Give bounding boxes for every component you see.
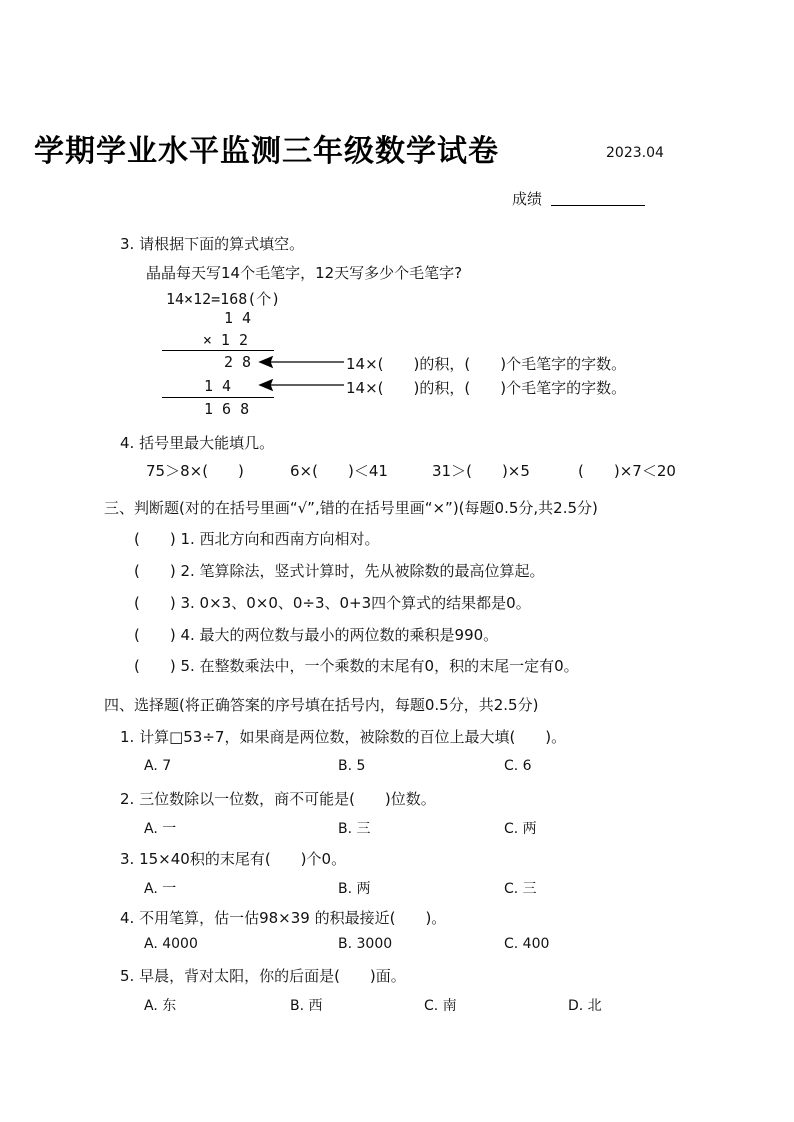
mc-q5-option-c[interactable]: C. 南 <box>424 998 457 1014</box>
arrow-2 <box>260 380 344 390</box>
mc-q1-option-c[interactable]: C. 6 <box>504 758 532 774</box>
calc-result: 1 6 8 <box>204 400 250 418</box>
section4-heading: 四、选择题(将正确答案的序号填在括号内，每题0.5分，共2.5分) <box>104 696 539 714</box>
q4-item-2[interactable]: 6×( )＜41 <box>290 462 388 480</box>
section3-heading: 三、判断题(对的在括号里画“√”,错的在括号里画“×”)(每题0.5分,共2.5分) <box>104 499 598 517</box>
q4-prompt: 4. 括号里最大能填几。 <box>120 434 275 452</box>
mc-q3-option-c[interactable]: C. 三 <box>504 881 537 897</box>
mc-q2-option-b[interactable]: B. 三 <box>338 821 371 837</box>
q3-blank-1[interactable]: 14×( )的积，( )个毛笔字的字数。 <box>346 355 627 373</box>
mc-q4-option-a[interactable]: A. 4000 <box>144 936 198 952</box>
q3-blank-2[interactable]: 14×( )的积，( )个毛笔字的字数。 <box>346 379 627 397</box>
mc-q4-option-b[interactable]: B. 3000 <box>338 936 393 952</box>
q4-item-1[interactable]: 75＞8×( ) <box>146 462 244 480</box>
tf-item-4[interactable]: ( ) 4. 最大的两位数与最小的两位数的乘积是990。 <box>134 626 499 644</box>
mc-question-4[interactable]: 4. 不用笔算，估一估98×39 的积最接近( )。 <box>120 909 447 927</box>
calc-multiplicand: 1 4 <box>224 309 252 327</box>
q4-item-3[interactable]: 31＞( )×5 <box>432 462 530 480</box>
mc-q3-option-b[interactable]: B. 两 <box>338 881 371 897</box>
q3-story: 晶晶每天写14个毛笔字，12天写多少个毛笔字? <box>146 264 463 282</box>
score-label: 成绩 <box>512 190 543 208</box>
mc-q5-option-b[interactable]: B. 西 <box>290 998 323 1014</box>
mc-question-5[interactable]: 5. 早晨，背对太阳，你的后面是( )面。 <box>120 967 406 985</box>
tf-item-1[interactable]: ( ) 1. 西北方向和西南方向相对。 <box>134 530 380 548</box>
tf-item-5[interactable]: ( ) 5. 在整数乘法中，一个乘数的末尾有0，积的末尾一定有0。 <box>134 657 579 675</box>
tf-item-3[interactable]: ( ) 3. 0×3、0×0、0÷3、0+3四个算式的结果都是0。 <box>134 594 531 612</box>
mc-q2-option-c[interactable]: C. 两 <box>504 821 537 837</box>
tf-item-2[interactable]: ( ) 2. 笔算除法，竖式计算时，先从被除数的最高位算起。 <box>134 562 545 580</box>
mc-q5-option-d[interactable]: D. 北 <box>568 998 602 1014</box>
q4-item-4[interactable]: ( )×7＜20 <box>578 462 676 480</box>
arrow-1 <box>260 357 344 367</box>
calc-multiplier: × 1 2 <box>202 331 248 349</box>
mc-q3-option-a[interactable]: A. 一 <box>144 881 177 897</box>
mc-q4-option-c[interactable]: C. 400 <box>504 936 550 952</box>
calc-partial-1: 2 8 <box>224 353 252 371</box>
q3-equation: 14×12=168(个) <box>166 290 281 308</box>
mc-q5-option-a[interactable]: A. 东 <box>144 998 177 1014</box>
mc-question-2[interactable]: 2. 三位数除以一位数，商不可能是( )位数。 <box>120 790 436 808</box>
mc-question-1[interactable]: 1. 计算□53÷7，如果商是两位数，被除数的百位上最大填( )。 <box>120 728 567 746</box>
page-title: 学期学业水平监测三年级数学试卷 <box>34 134 499 169</box>
mc-question-3[interactable]: 3. 15×40积的末尾有( )个0。 <box>120 850 347 868</box>
calc-partial-2: 1 4 <box>204 377 232 395</box>
mc-q2-option-a[interactable]: A. 一 <box>144 821 177 837</box>
mc-q1-option-b[interactable]: B. 5 <box>338 758 366 774</box>
mc-q1-option-a[interactable]: A. 7 <box>144 758 172 774</box>
q3-prompt: 3. 请根据下面的算式填空。 <box>120 235 305 253</box>
exam-date: 2023.04 <box>606 145 664 161</box>
